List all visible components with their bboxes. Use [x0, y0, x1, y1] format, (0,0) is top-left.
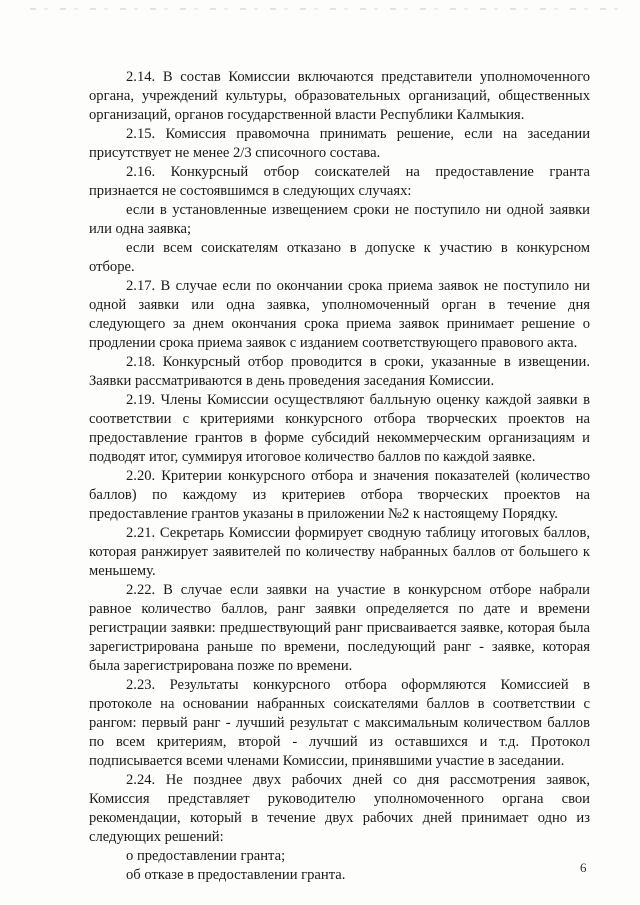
paragraph-2-17: 2.17. В случае если по окончании срока приема заявок не поступило ни одной заявки или одна заявка, уполномоченный орган в течение дня следующего за днем окончания срока приема заявок принимает решение о продлении срока приема заявок с изданием соответствующего правового акта.: [89, 278, 590, 351]
paragraph-2-24-option-1: о предоставлении гранта;: [126, 848, 286, 864]
paragraph-2-24-option-2: об отказе в предоставлении гранта.: [126, 867, 346, 883]
paragraph-2-20: 2.20. Критерии конкурсного отбора и значения показателей (количество баллов) по каждому из критериев отбора творческих проектов на предоставление грантов указаны в приложении №2 к настоящему Порядку.: [89, 468, 590, 522]
paragraph-2-19: 2.19. Члены Комиссии осуществляют балльную оценку каждой заявки в соответствии с критериями конкурсного отбора творческих проектов на предоставление грантов в форме субсидий некоммерческим организациям и подводят итог, суммируя итоговое количество баллов по каждой заявке.: [89, 392, 590, 465]
paragraph-2-16-case-1: если в установленные извещением сроки не поступило ни одной заявки или одна заявка;: [89, 202, 590, 237]
scan-artifact-top-edge: [30, 8, 622, 10]
paragraph-2-22: 2.22. В случае если заявки на участие в конкурсном отборе набрали равное количество баллов, ранг заявки определяется по дате и времени регистрации заявки: предшествующий ранг присваивается заявке, которая была зарегистрирована раньше по времени, последующий ранг - заявке, которая была зарегистрирована позже по времени.: [89, 582, 590, 674]
paragraph-2-15: 2.15. Комиссия правомочна принимать решение, если на заседании присутствует не менее 2/3 списочного состава.: [89, 126, 590, 161]
paragraph-2-24: 2.24. Не позднее двух рабочих дней со дня рассмотрения заявок, Комиссия представляет руководителю уполномоченного органа свои рекомендации, который в течение двух рабочих дней принимает одно из следующих решений:: [89, 772, 590, 845]
paragraph-2-14: 2.14. В состав Комиссии включаются представители уполномоченного органа, учреждений культуры, образовательных организаций, общественных организаций, органов государственной власти Республики Калмыкия.: [89, 69, 590, 123]
page-number: 6: [580, 860, 587, 875]
paragraph-2-16: 2.16. Конкурсный отбор соискателей на предоставление гранта признается не состоявшимся в следующих случаях:: [89, 164, 590, 199]
paragraph-2-16-case-2: если всем соискателям отказано в допуске к участию в конкурсном отборе.: [89, 240, 590, 275]
paragraph-2-21: 2.21. Секретарь Комиссии формирует сводную таблицу итоговых баллов, которая ранжирует заявителей по количеству набранных баллов от большего к меньшему.: [89, 525, 590, 579]
document-body: [89, 68, 590, 885]
paragraph-2-23: 2.23. Результаты конкурсного отбора оформляются Комиссией в протоколе на основании набранных соискателями баллов в соответствии с рангом: первый ранг - лучший результат с максимальным количеством баллов по всем критериям, второй - лучший из оставшихся и т.д. Протокол подписывается всеми членами Комиссии, принявшими участие в заседании.: [89, 677, 590, 769]
paragraph-2-18: 2.18. Конкурсный отбор проводится в сроки, указанные в извещении. Заявки рассматриваются в день проведения заседания Комиссии.: [89, 354, 590, 389]
